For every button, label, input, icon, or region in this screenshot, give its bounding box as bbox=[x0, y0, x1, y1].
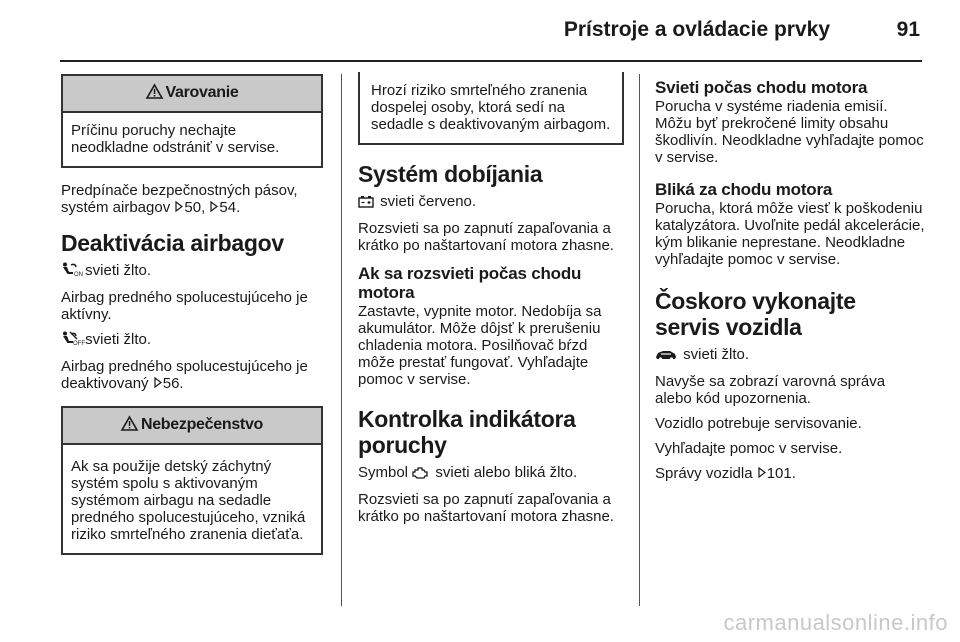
paragraph-charging: Rozsvieti sa po zapnutí zapaľovania a krátko po naštartovaní motora zhasne. bbox=[358, 220, 614, 254]
paragraph-service-1: Navyše sa zobrazí varovná správa alebo kód upozornenia. bbox=[655, 373, 886, 407]
paragraph-flashing-engine-running: Porucha, ktorá môže viesť k poškodeniu katalyzátora. Uvoľnite pedál akcelerácie, kým blikanie neprestane. Neodkladne vyhľadajte pomoc v servise. bbox=[655, 200, 925, 268]
page-ref-link[interactable]: 50, bbox=[184, 199, 206, 216]
paragraph-service-4: Správy vozidla 101. bbox=[655, 465, 796, 482]
warning-triangle-icon bbox=[121, 416, 138, 436]
airbag-off-line: OFF svieti žlto. bbox=[61, 331, 323, 350]
airbag-off-icon bbox=[61, 331, 85, 350]
heading-flashing-engine-running: Bliká za chodu motora bbox=[655, 180, 833, 199]
column-divider bbox=[639, 74, 640, 606]
heading-lit-engine-running: Svieti počas chodu motora bbox=[655, 78, 868, 97]
footer-watermark: carmanualsonline.info bbox=[723, 610, 948, 635]
danger-box-continuation: Hrozí riziko smrteľného zranenia dospelej osoby, ktorá sedí na sedadle s deaktivovaným airbagom. bbox=[358, 72, 624, 145]
header-rule bbox=[60, 60, 922, 62]
page-ref-arrow-icon bbox=[175, 199, 183, 216]
heading-charging-system: Systém dobíjania bbox=[358, 161, 543, 187]
page-ref-link[interactable]: 101. bbox=[766, 465, 796, 482]
column-divider bbox=[341, 74, 342, 606]
page-ref-link[interactable]: 54. bbox=[219, 199, 241, 216]
danger-box-heading bbox=[63, 408, 321, 445]
danger-box-body: Ak sa použije detský záchytný systém spolu s aktivovaným systémom airbagu na sedadle predného spolucestujúceho, vzniká riziko smrteľného zranenia dieťaťa. bbox=[71, 458, 306, 543]
page-ref-link[interactable]: 56. bbox=[162, 375, 184, 392]
heading-airbag-deactivation: Deaktivácia airbagov bbox=[61, 230, 284, 256]
heading-service-soon: Čoskoro vykonajte servis vozidla bbox=[655, 288, 856, 340]
page-ref-arrow-icon bbox=[154, 375, 162, 392]
warning-box bbox=[61, 74, 323, 168]
page-title: Prístroje a ovládacie prvky bbox=[563, 18, 830, 41]
engine-check-icon bbox=[412, 466, 429, 483]
battery-icon bbox=[358, 195, 374, 212]
service-line: svieti žlto. bbox=[655, 346, 925, 365]
mil-line: Symbol svieti alebo bliká žlto. bbox=[358, 464, 578, 481]
paragraph-airbag-deactivated: Airbag predného spolucestujúceho je deaktivovaný 56. bbox=[61, 358, 308, 392]
warning-triangle-icon bbox=[146, 84, 163, 104]
paragraph-pretensioners: Predpínače bezpečnostných pásov, systém airbagov 50, 54. bbox=[61, 182, 298, 216]
warning-heading-text: Varovanie bbox=[165, 84, 239, 101]
heading-lit-while-running: Ak sa rozsvieti počas chodu motora bbox=[358, 264, 582, 302]
column-1 bbox=[61, 74, 323, 569]
paragraph-service-2: Vozidlo potrebuje servisovanie. bbox=[655, 415, 862, 432]
column-3 bbox=[655, 74, 925, 490]
page-ref-arrow-icon bbox=[210, 199, 218, 216]
paragraph-airbag-active: Airbag predného spolucestujúceho je aktívny. bbox=[61, 289, 308, 323]
car-wrench-icon bbox=[655, 348, 677, 365]
page-number: 91 bbox=[896, 18, 920, 41]
airbag-on-line: ON svieti žlto. bbox=[61, 262, 323, 281]
danger-heading-text: Nebezpečenstvo bbox=[140, 416, 264, 433]
paragraph-lit-engine-running: Porucha v systéme riadenia emisií. Môžu byť prekročené limity obsahu škodlivín. Neodkladne vyhľadajte pomoc v servise. bbox=[655, 98, 924, 166]
svg-text:ON: ON bbox=[74, 272, 83, 278]
warning-box-heading bbox=[63, 76, 321, 113]
heading-malfunction-indicator: Kontrolka indikátora poruchy bbox=[358, 406, 576, 458]
paragraph-mil: Rozsvieti sa po zapnutí zapaľovania a krátko po naštartovaní motora zhasne. bbox=[358, 491, 614, 525]
column-2 bbox=[358, 74, 624, 533]
svg-text:OFF: OFF bbox=[73, 341, 85, 347]
paragraph-service-3: Vyhľadajte pomoc v servise. bbox=[655, 440, 843, 457]
warning-box-body: Príčinu poruchy nechajte neodkladne odstrániť v servise. bbox=[71, 122, 280, 156]
danger-box bbox=[61, 406, 323, 555]
charging-line: svieti červeno. bbox=[358, 193, 624, 212]
airbag-on-icon bbox=[61, 262, 83, 281]
paragraph-lit-while-running: Zastavte, vypnite motor. Nedobíja sa akumulátor. Môže dôjsť k prerušeniu chladenia motora. Posilňovač bŕzd môže prestať fungovať. Vyhľadajte pomoc v servise. bbox=[358, 303, 602, 388]
page-ref-arrow-icon bbox=[758, 465, 766, 482]
